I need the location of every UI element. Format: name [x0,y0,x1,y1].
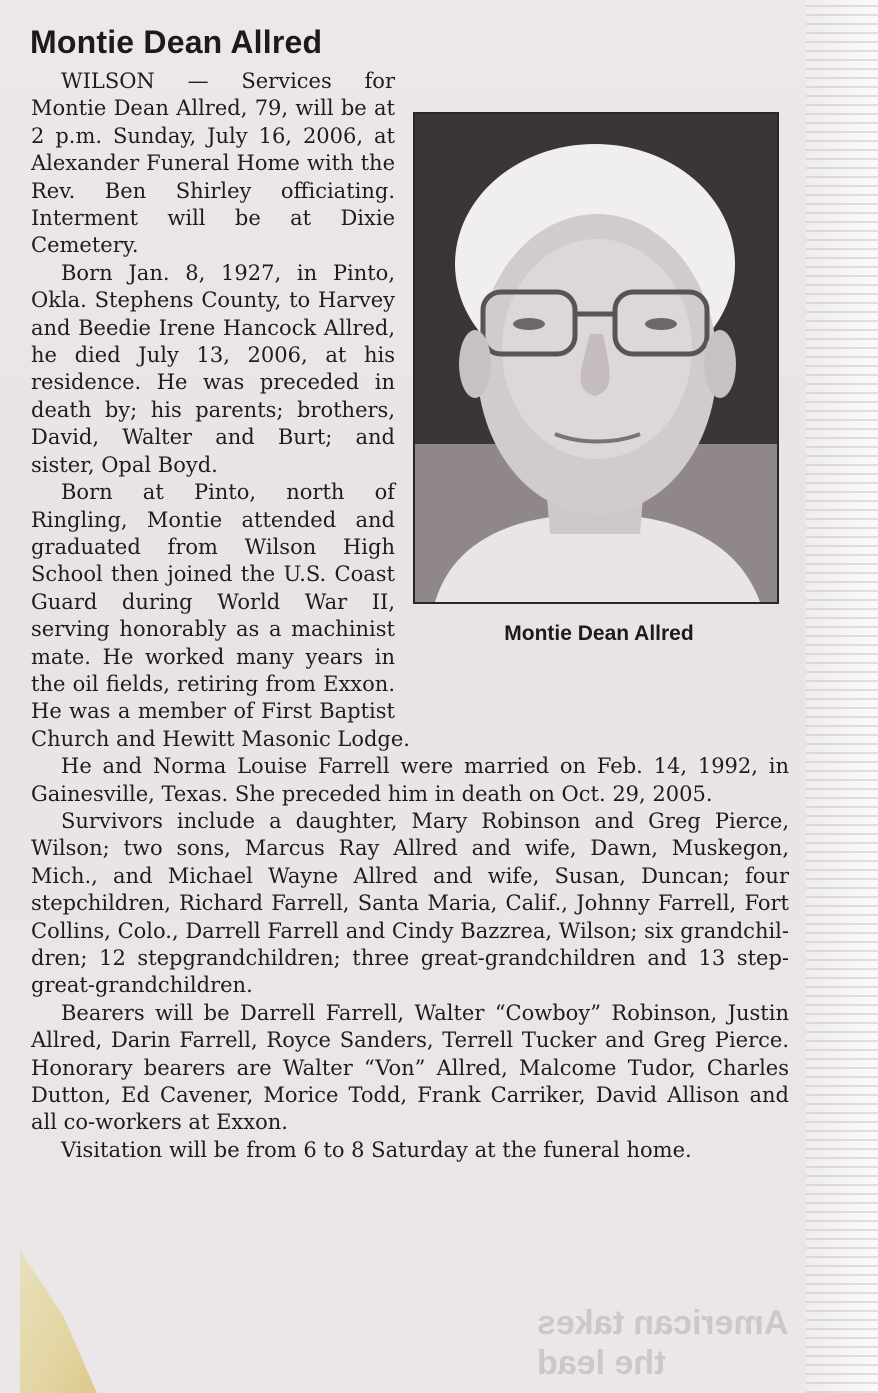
portrait-block [409,112,789,702]
paragraph-marriage: He and Norma Louise Farrell were married on Feb. 14, 1992, in Gainesville, Texas. She preceded him in death on Oct. 29, 2005. [31,754,789,806]
obituary-title: Montie Dean Allred [30,24,323,60]
paragraph-services: WILSON — Services for Montie Dean Allred, 79, will be at 2 p.m. Sunday, July 16, 2006, at Alexander Funeral Home with the Rev. Ben Shirley officiating. Interment will be at Dixie Cemetery. [31,69,395,258]
bleed-through-line-2: the lead [536,1344,666,1382]
photo-caption: Montie Dean Allred [504,622,694,645]
portrait-photo [413,112,779,604]
tape-corner [20,1250,100,1393]
torn-perforated-edge [806,0,878,1393]
bleed-through-text [537,1303,788,1383]
paragraph-bearers: Bearers will be Darrell Farrell, Walter “Cowboy” Robinson, Justin Allred, Darin Farrell, Royce Sanders, Terrell Tucker and Greg Pierce. Honorary bearers are Walter “Von” Allred, Malcome Tudor, Charles Dutton, Ed Cavener, Morice Todd, Frank Carriker, David Allison and all co-workers at Exxon. [31,1000,789,1135]
portrait-illustration [415,114,777,602]
bleed-through-line-1: American takes [536,1304,788,1342]
paragraph-career: Born at Pinto, north of Ringling, Montie attended and graduated from Wilson High School then joined the U.S. Coast Guard during World War II, serving honorably as a machinist mate. He worked many years in the oil fields, retiring from Exxon. He was a member of First Baptist Church and Hewitt Masonic Lodge. [31,480,410,751]
obituary-body [31,68,789,1164]
paragraph-visitation: Visitation will be from 6 to 8 Saturday at the funeral home. [61,1137,692,1162]
paragraph-survivors: Survivors include a daughter, Mary Robinson and Greg Pierce, Wilson; two sons, Marcus Ray Allred and wife, Dawn, Muskegon, Mich., and Michael Wayne Allred and wife, Susan, Duncan; four stepchildren, Richard Farrell, Santa Maria, Calif., Johnny Farrell, Fort Collins, Colo., Darrell Farrell and Cindy Bazzrea, Wilson; six grandchil-dren; 12 stepgrandchildren; three great-grandchildren and 13 step-great-grandchildren. [31,808,789,998]
paragraph-birth-death: Born Jan. 8, 1927, in Pinto, Okla. Stephens County, to Harvey and Beedie Irene Hancock Allred, he died July 13, 2006, at his residence. He was preceded in death by; his parents; brothers, David, Walter and Burt; and sister, Opal Boyd. [31,260,395,477]
